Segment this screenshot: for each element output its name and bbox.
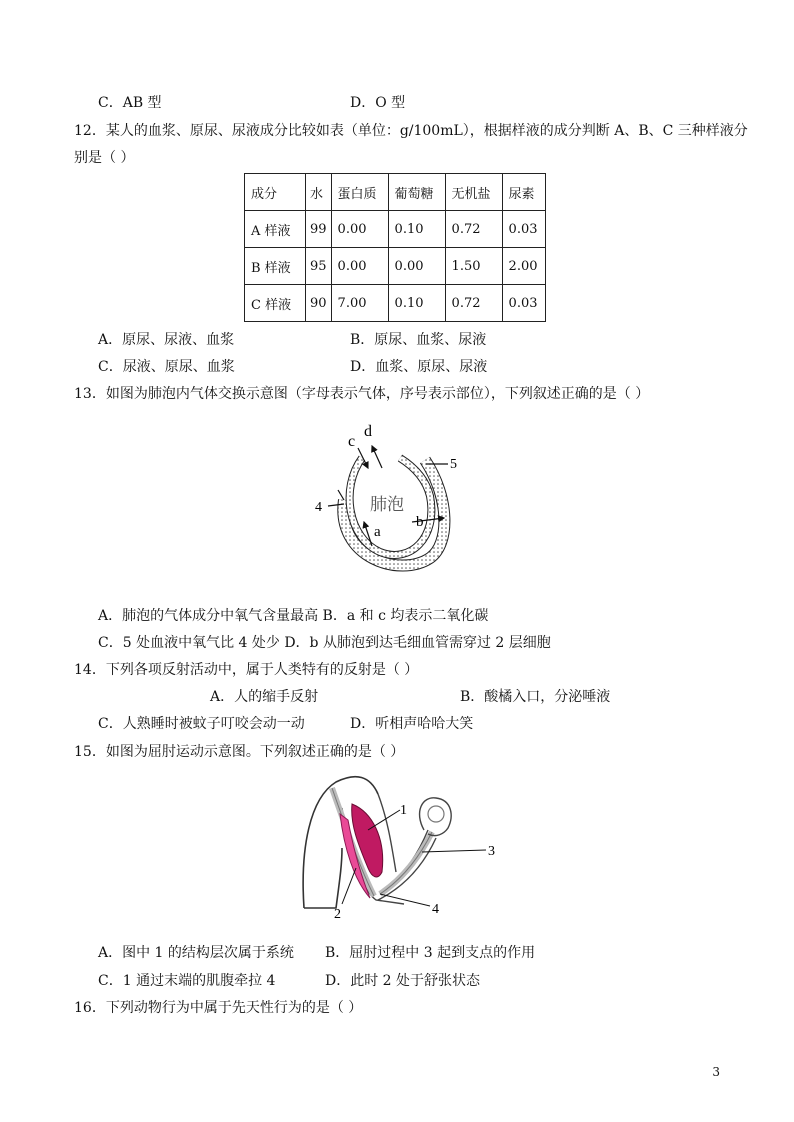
- q14-option-c: C．人熟睡时被蚊子叮咬会动一动: [98, 716, 305, 732]
- table-header-cell: 蛋白质: [331, 174, 388, 211]
- q16-stem: 16．下列动物行为中属于先天性行为的是（ ）: [74, 1000, 363, 1016]
- table-cell: 7.00: [331, 285, 388, 322]
- table-cell: 99: [306, 211, 332, 248]
- label-5: 5: [450, 457, 457, 472]
- table-cell: B 样液: [245, 248, 306, 285]
- label-2: 2: [334, 907, 341, 920]
- label-c: c: [348, 433, 356, 450]
- table-cell: 0.00: [388, 248, 445, 285]
- table-cell: 90: [306, 285, 332, 322]
- q12-stem-line1: 12．某人的血浆、原尿、尿液成分比较如表（单位：g/100mL），根据样液的成分判断 A、B、C 三种样液分: [74, 123, 748, 139]
- q14-option-a: A．人的缩手反射: [210, 689, 319, 705]
- composition-table: [244, 173, 546, 322]
- q12-stem-line2: 别是（ ）: [74, 150, 135, 166]
- label-3: 3: [488, 844, 495, 859]
- q13-options-ab: A．肺泡的气体成分中氧气含量最高 B．a 和 c 均表示二氧化碳: [98, 608, 489, 624]
- table-cell: 0.72: [445, 211, 502, 248]
- q12-option-d: D．血浆、原尿、尿液: [350, 359, 488, 375]
- table-cell: 2.00: [502, 248, 545, 285]
- q13-options-cd: C．5 处血液中氧气比 4 处少 D．b 从肺泡到达毛细血管需穿过 2 层细胞: [98, 635, 551, 651]
- q12-option-b: B．原尿、血浆、尿液: [350, 332, 487, 348]
- q14-option-d: D．听相声哈哈大笑: [350, 716, 474, 732]
- q14-option-b: B．酸橘入口，分泌唾液: [460, 689, 611, 705]
- q15-option-a: A．图中 1 的结构层次属于系统: [98, 945, 294, 961]
- table-cell: A 样液: [245, 211, 306, 248]
- table-header-cell: 成分: [245, 174, 306, 211]
- table-cell: 0.03: [502, 211, 545, 248]
- q14-stem: 14．下列各项反射活动中，属于人类特有的反射是（ ）: [74, 662, 419, 678]
- q15-option-d: D．此时 2 处于舒张状态: [325, 973, 481, 989]
- table-cell: 0.00: [331, 248, 388, 285]
- table-header-cell: 无机盐: [445, 174, 502, 211]
- q11-option-d: D．O 型: [350, 95, 406, 111]
- table-header-cell: 尿素: [502, 174, 545, 211]
- label-4: 4: [315, 500, 322, 515]
- label-a: a: [374, 524, 381, 540]
- q15-option-b: B．屈肘过程中 3 起到支点的作用: [325, 945, 536, 961]
- q13-stem: 13．如图为肺泡内气体交换示意图（字母表示气体，序号表示部位），下列叙述正确的是（ ）: [74, 386, 650, 402]
- page-number: 3: [712, 1065, 720, 1079]
- table-cell: 1.50: [445, 248, 502, 285]
- table-header-cell: 葡萄糖: [388, 174, 445, 211]
- label-1: 1: [400, 803, 407, 818]
- label-d: d: [364, 423, 372, 440]
- q12-option-c: C．尿液、原尿、血浆: [98, 359, 235, 375]
- table-cell: 0.10: [388, 285, 445, 322]
- table-header-row: [245, 174, 546, 211]
- elbow-flexion-diagram: [296, 768, 506, 920]
- table-cell: 0.10: [388, 211, 445, 248]
- table-cell: C 样液: [245, 285, 306, 322]
- label-alveolus: 肺泡: [370, 495, 404, 515]
- label-b: b: [416, 514, 424, 530]
- table-row: [245, 285, 546, 322]
- alveolus-diagram: [300, 418, 480, 588]
- table-row: [245, 248, 546, 285]
- table-cell: 95: [306, 248, 332, 285]
- q11-option-c: C．AB 型: [98, 95, 162, 111]
- table-cell: 0.03: [502, 285, 545, 322]
- table-cell: 0.00: [331, 211, 388, 248]
- q12-option-a: A．原尿、尿液、血浆: [98, 332, 235, 348]
- table-row: [245, 211, 546, 248]
- q15-option-c: C．1 通过末端的肌腹牵拉 4: [98, 973, 276, 989]
- table-cell: 0.72: [445, 285, 502, 322]
- table-header-cell: 水: [306, 174, 332, 211]
- q15-stem: 15．如图为屈肘运动示意图。下列叙述正确的是（ ）: [74, 744, 405, 760]
- label-4: 4: [432, 902, 439, 917]
